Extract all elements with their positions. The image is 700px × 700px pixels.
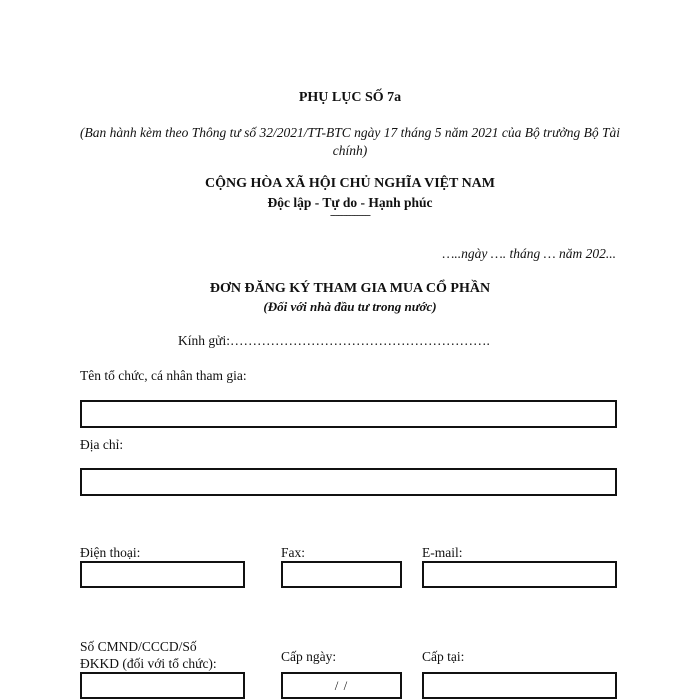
address-label: Địa chỉ: [80, 437, 124, 452]
phone-label: Điện thoại: [80, 545, 141, 560]
issue-place-input[interactable] [422, 672, 617, 699]
address-input[interactable] [80, 468, 617, 496]
phone-input[interactable] [80, 561, 245, 588]
id-number-label-line2: ĐKKD (đối với tổ chức): [80, 656, 217, 671]
appendix-title: PHỤ LỤC SỐ 7a [298, 90, 402, 105]
issue-date-input[interactable]: / / [281, 672, 402, 699]
form-subtitle: (Đối với nhà đầu tư trong nước) [263, 299, 437, 314]
form-title: ĐƠN ĐĂNG KÝ THAM GIA MUA CỔ PHẦN [209, 281, 491, 296]
email-input[interactable] [422, 561, 617, 588]
fax-label: Fax: [281, 545, 306, 560]
national-motto: Độc lập - Tự do - Hạnh phúc [267, 195, 433, 210]
name-input[interactable] [80, 400, 617, 428]
id-number-input[interactable] [80, 672, 245, 699]
name-label: Tên tổ chức, cá nhân tham gia: [80, 368, 247, 383]
nation-name: CỘNG HÒA XÃ HỘI CHỦ NGHĨA VIỆT NAM [204, 176, 495, 191]
issue-place-label: Cấp tại: [422, 649, 465, 664]
issued-by-note: (Ban hành kèm theo Thông tư số 32/2021/TT-BTC ngày 17 tháng 5 năm 2021 của Bộ trưởng Bộ Tài chính) [80, 125, 620, 158]
issue-date-label: Cấp ngày: [281, 649, 337, 664]
motto-divider: --------------- [330, 209, 370, 221]
email-label: E-mail: [422, 545, 463, 560]
date-line: …..ngày …. tháng … năm 202... [442, 246, 616, 261]
addressee-line: Kính gửi:…………………………………………………. [178, 333, 490, 348]
id-number-label-line1: Số CMND/CCCD/Số [80, 639, 197, 654]
fax-input[interactable] [281, 561, 402, 588]
